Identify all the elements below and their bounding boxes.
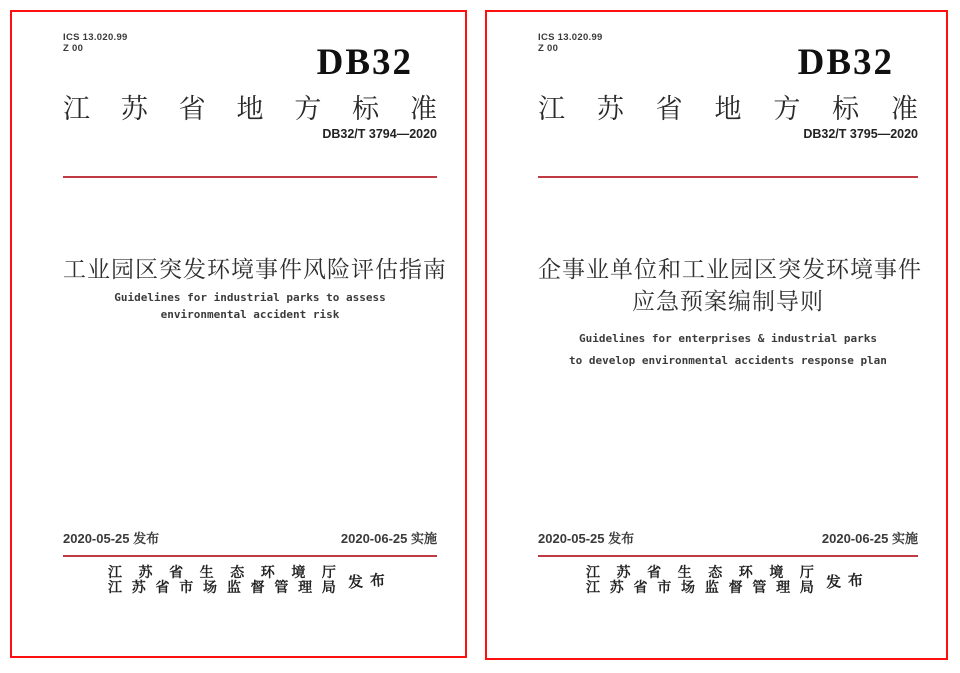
standard-code: DB32/T 3795—2020 bbox=[803, 127, 918, 141]
footer-rule bbox=[538, 555, 918, 557]
publish-label: 发布 bbox=[825, 570, 871, 592]
title-cn-line: 工业园区突发环境事件风险评估指南 bbox=[63, 256, 447, 282]
title-cn-line: 应急预案编制导则 bbox=[632, 288, 824, 314]
title-cn-line: 企事业单位和工业园区突发环境事件 bbox=[538, 256, 922, 282]
title-en bbox=[63, 289, 437, 323]
ics-code: ICS 13.020.99 bbox=[63, 32, 128, 43]
title-en bbox=[538, 328, 918, 372]
header-rule bbox=[538, 176, 918, 178]
issuer-line: 江 苏 省 生 态 环 境 厅 bbox=[107, 564, 336, 580]
class-code: Z 00 bbox=[63, 43, 84, 54]
implement-date: 2020-06-25 实施 bbox=[821, 531, 918, 546]
standard-cover-3794 bbox=[10, 10, 467, 658]
header-rule bbox=[63, 176, 437, 178]
title-en-line: Guidelines for industrial parks to assess bbox=[114, 291, 386, 304]
dates-row bbox=[63, 531, 437, 546]
issuers-row bbox=[538, 565, 918, 595]
title-block bbox=[538, 253, 922, 372]
issuer-line: 江 苏 省 生 态 环 境 厅 bbox=[585, 564, 814, 580]
ics-classification bbox=[538, 32, 603, 54]
cover-content bbox=[487, 12, 946, 658]
class-code: Z 00 bbox=[538, 43, 559, 54]
standard-name: 江 苏 省 地 方 标 准 bbox=[538, 94, 918, 124]
issuer-lines bbox=[586, 565, 814, 595]
issue-date: 2020-05-25 发布 bbox=[538, 531, 635, 546]
footer-rule bbox=[63, 555, 437, 557]
issuer-line: 江 苏 省 市 场 监 督 管 理 局 bbox=[585, 579, 814, 595]
db32-logo: DB32 bbox=[316, 42, 413, 83]
title-en-line: to develop environmental accidents response plan bbox=[569, 354, 887, 367]
issue-date: 2020-05-25 发布 bbox=[63, 531, 160, 546]
ics-classification bbox=[63, 32, 128, 54]
issuers-row bbox=[63, 565, 437, 595]
cover-content bbox=[12, 12, 465, 656]
standard-name: 江 苏 省 地 方 标 准 bbox=[63, 94, 437, 124]
publish-label: 发布 bbox=[347, 570, 393, 592]
dates-row bbox=[538, 531, 918, 546]
cover-footer bbox=[63, 531, 437, 595]
ics-code: ICS 13.020.99 bbox=[538, 32, 603, 43]
title-block bbox=[63, 253, 447, 323]
standard-cover-3795 bbox=[485, 10, 948, 660]
db32-logo: DB32 bbox=[797, 42, 894, 83]
issuer-lines bbox=[108, 565, 336, 595]
implement-date: 2020-06-25 实施 bbox=[340, 531, 437, 546]
cover-footer bbox=[538, 531, 918, 595]
issuer-line: 江 苏 省 市 场 监 督 管 理 局 bbox=[107, 579, 336, 595]
title-en-line: environmental accident risk bbox=[160, 308, 340, 321]
standard-code: DB32/T 3794—2020 bbox=[322, 127, 437, 141]
title-en-line: Guidelines for enterprises & industrial parks bbox=[578, 332, 877, 345]
